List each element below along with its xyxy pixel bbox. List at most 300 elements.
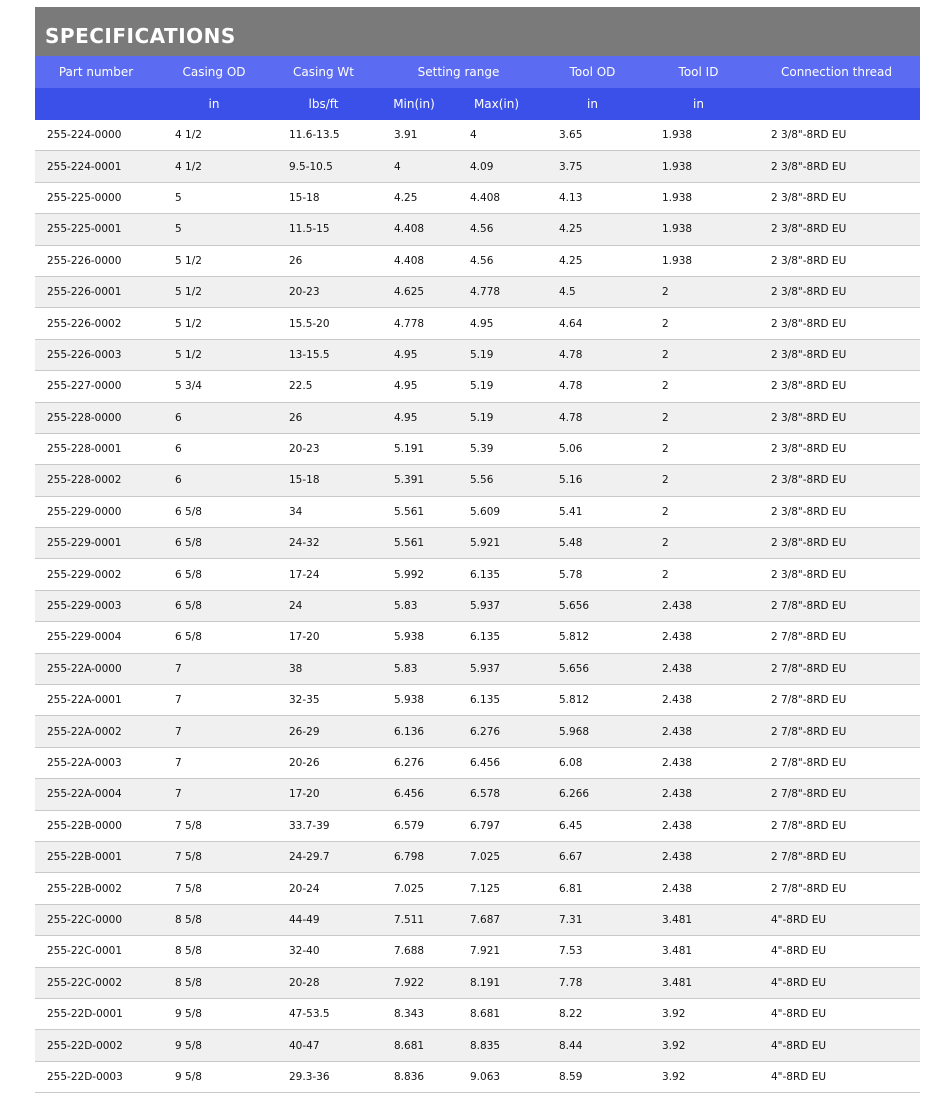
part-number-cell: 255-22C-0001 xyxy=(35,936,157,967)
connection-thread-cell: 2 3/8"-8RD EU xyxy=(753,214,920,245)
connection-thread-cell: 2 7/8"-8RD EU xyxy=(753,716,920,747)
tool-od-cell: 4.13 xyxy=(541,182,644,213)
setting-min-cell: 7.688 xyxy=(376,936,452,967)
setting-max-cell: 4.56 xyxy=(452,214,541,245)
setting-min-cell: 6.456 xyxy=(376,779,452,810)
table-row xyxy=(35,276,920,307)
casing-wt-cell: 22.5 xyxy=(271,371,376,402)
casing-wt-cell: 11.6-13.5 xyxy=(271,120,376,151)
setting-min-cell: 4.408 xyxy=(376,245,452,276)
tool-id-cell: 2.438 xyxy=(644,841,753,872)
table-row xyxy=(35,496,920,527)
setting-min-cell: 7.922 xyxy=(376,967,452,998)
setting-min-cell: 7.025 xyxy=(376,873,452,904)
setting-min-cell: 4.778 xyxy=(376,308,452,339)
tool-id-cell: 1.938 xyxy=(644,245,753,276)
casing-wt-cell: 44-49 xyxy=(271,904,376,935)
tool-od-cell: 5.06 xyxy=(541,433,644,464)
table-row xyxy=(35,1030,920,1061)
connection-thread-cell: 2 3/8"-8RD EU xyxy=(753,433,920,464)
part-number-cell: 255-229-0000 xyxy=(35,496,157,527)
casing-od-cell: 8 5/8 xyxy=(157,967,271,998)
casing-wt-cell: 20-23 xyxy=(271,433,376,464)
table-row xyxy=(35,747,920,778)
tool-id-cell: 2.438 xyxy=(644,716,753,747)
tool-od-cell: 7.53 xyxy=(541,936,644,967)
casing-wt-cell: 24-32 xyxy=(271,528,376,559)
tool-id-cell: 2 xyxy=(644,559,753,590)
connection-thread-cell: 2 7/8"-8RD EU xyxy=(753,590,920,621)
connection-thread-cell: 2 3/8"-8RD EU xyxy=(753,182,920,213)
connection-thread-cell: 2 3/8"-8RD EU xyxy=(753,151,920,182)
connection-thread-cell: 4"-8RD EU xyxy=(753,904,920,935)
table-row xyxy=(35,465,920,496)
setting-max-cell: 5.19 xyxy=(452,339,541,370)
setting-max-cell: 8.191 xyxy=(452,967,541,998)
tool-od-cell: 4.78 xyxy=(541,402,644,433)
header-connection-thread: Connection thread xyxy=(753,56,920,88)
setting-min-cell: 4.95 xyxy=(376,339,452,370)
casing-wt-cell: 15-18 xyxy=(271,465,376,496)
casing-wt-cell: 15-18 xyxy=(271,182,376,213)
setting-max-cell: 4.09 xyxy=(452,151,541,182)
setting-min-cell: 5.83 xyxy=(376,590,452,621)
subheader-setting-max: Max(in) xyxy=(452,88,541,120)
part-number-cell: 255-22C-0000 xyxy=(35,904,157,935)
tool-od-cell: 4.78 xyxy=(541,339,644,370)
casing-od-cell: 5 xyxy=(157,214,271,245)
tool-od-cell: 6.81 xyxy=(541,873,644,904)
connection-thread-cell: 2 3/8"-8RD EU xyxy=(753,371,920,402)
tool-id-cell: 3.92 xyxy=(644,1061,753,1092)
part-number-cell: 255-228-0002 xyxy=(35,465,157,496)
casing-wt-cell: 26 xyxy=(271,245,376,276)
part-number-cell: 255-225-0001 xyxy=(35,214,157,245)
setting-min-cell: 5.191 xyxy=(376,433,452,464)
header-tool-id: Tool ID xyxy=(644,56,753,88)
tool-id-cell: 2 xyxy=(644,371,753,402)
casing-od-cell: 7 5/8 xyxy=(157,810,271,841)
part-number-cell: 255-22D-0003 xyxy=(35,1061,157,1092)
setting-min-cell: 8.343 xyxy=(376,998,452,1029)
setting-max-cell: 4 xyxy=(452,120,541,151)
table-row xyxy=(35,151,920,182)
table-row xyxy=(35,967,920,998)
tool-id-cell: 3.92 xyxy=(644,1030,753,1061)
tool-id-cell: 2 xyxy=(644,465,753,496)
setting-min-cell: 7.511 xyxy=(376,904,452,935)
casing-wt-cell: 20-23 xyxy=(271,276,376,307)
casing-od-cell: 8 5/8 xyxy=(157,936,271,967)
setting-max-cell: 4.408 xyxy=(452,182,541,213)
casing-od-cell: 9 5/8 xyxy=(157,998,271,1029)
part-number-cell: 255-22C-0002 xyxy=(35,967,157,998)
header-casing-wt: Casing Wt xyxy=(271,56,376,88)
subheader-tool-od-unit: in xyxy=(541,88,644,120)
tool-od-cell: 5.812 xyxy=(541,685,644,716)
table-subheader-row xyxy=(35,88,920,120)
table-row xyxy=(35,371,920,402)
header-part-number: Part number xyxy=(35,56,157,88)
part-number-cell: 255-22A-0000 xyxy=(35,653,157,684)
casing-od-cell: 5 1/2 xyxy=(157,276,271,307)
tool-od-cell: 5.968 xyxy=(541,716,644,747)
casing-wt-cell: 32-40 xyxy=(271,936,376,967)
part-number-cell: 255-227-0000 xyxy=(35,371,157,402)
specifications-table xyxy=(35,56,920,1093)
connection-thread-cell: 4"-8RD EU xyxy=(753,1061,920,1092)
tool-od-cell: 6.266 xyxy=(541,779,644,810)
part-number-cell: 255-229-0004 xyxy=(35,622,157,653)
tool-od-cell: 4.25 xyxy=(541,245,644,276)
tool-id-cell: 3.481 xyxy=(644,904,753,935)
part-number-cell: 255-22A-0003 xyxy=(35,747,157,778)
tool-od-cell: 7.78 xyxy=(541,967,644,998)
tool-od-cell: 3.65 xyxy=(541,120,644,151)
tool-id-cell: 2.438 xyxy=(644,622,753,653)
tool-id-cell: 1.938 xyxy=(644,151,753,182)
header-casing-od: Casing OD xyxy=(157,56,271,88)
tool-od-cell: 5.16 xyxy=(541,465,644,496)
tool-id-cell: 2.438 xyxy=(644,653,753,684)
subheader-casing-wt-unit: lbs/ft xyxy=(271,88,376,120)
casing-od-cell: 9 5/8 xyxy=(157,1061,271,1092)
casing-od-cell: 7 xyxy=(157,747,271,778)
tool-id-cell: 2.438 xyxy=(644,779,753,810)
casing-od-cell: 4 1/2 xyxy=(157,120,271,151)
tool-id-cell: 2 xyxy=(644,308,753,339)
setting-max-cell: 7.921 xyxy=(452,936,541,967)
setting-min-cell: 5.992 xyxy=(376,559,452,590)
setting-max-cell: 7.687 xyxy=(452,904,541,935)
part-number-cell: 255-228-0001 xyxy=(35,433,157,464)
part-number-cell: 255-22D-0002 xyxy=(35,1030,157,1061)
casing-wt-cell: 20-26 xyxy=(271,747,376,778)
setting-max-cell: 6.135 xyxy=(452,685,541,716)
connection-thread-cell: 4"-8RD EU xyxy=(753,998,920,1029)
subheader-casing-od-unit: in xyxy=(157,88,271,120)
tool-id-cell: 2 xyxy=(644,276,753,307)
table-row xyxy=(35,904,920,935)
part-number-cell: 255-22B-0000 xyxy=(35,810,157,841)
casing-wt-cell: 34 xyxy=(271,496,376,527)
setting-max-cell: 9.063 xyxy=(452,1061,541,1092)
casing-wt-cell: 20-24 xyxy=(271,873,376,904)
subheader-connection-thread xyxy=(753,88,920,120)
casing-od-cell: 5 1/2 xyxy=(157,308,271,339)
connection-thread-cell: 4"-8RD EU xyxy=(753,1030,920,1061)
subheader-tool-id-unit: in xyxy=(644,88,753,120)
connection-thread-cell: 2 3/8"-8RD EU xyxy=(753,559,920,590)
connection-thread-cell: 2 3/8"-8RD EU xyxy=(753,245,920,276)
setting-max-cell: 5.39 xyxy=(452,433,541,464)
setting-max-cell: 5.937 xyxy=(452,653,541,684)
connection-thread-cell: 2 3/8"-8RD EU xyxy=(753,465,920,496)
casing-wt-cell: 40-47 xyxy=(271,1030,376,1061)
casing-od-cell: 7 xyxy=(157,716,271,747)
setting-min-cell: 5.938 xyxy=(376,622,452,653)
part-number-cell: 255-226-0002 xyxy=(35,308,157,339)
table-row xyxy=(35,214,920,245)
setting-min-cell: 8.836 xyxy=(376,1061,452,1092)
casing-od-cell: 6 5/8 xyxy=(157,528,271,559)
part-number-cell: 255-226-0000 xyxy=(35,245,157,276)
connection-thread-cell: 2 7/8"-8RD EU xyxy=(753,841,920,872)
casing-wt-cell: 13-15.5 xyxy=(271,339,376,370)
casing-wt-cell: 24 xyxy=(271,590,376,621)
setting-min-cell: 4.95 xyxy=(376,402,452,433)
casing-od-cell: 6 xyxy=(157,465,271,496)
tool-od-cell: 5.78 xyxy=(541,559,644,590)
connection-thread-cell: 2 3/8"-8RD EU xyxy=(753,339,920,370)
setting-min-cell: 4.625 xyxy=(376,276,452,307)
casing-od-cell: 8 5/8 xyxy=(157,904,271,935)
connection-thread-cell: 2 7/8"-8RD EU xyxy=(753,747,920,778)
casing-od-cell: 9 5/8 xyxy=(157,1030,271,1061)
setting-max-cell: 6.797 xyxy=(452,810,541,841)
casing-wt-cell: 29.3-36 xyxy=(271,1061,376,1092)
connection-thread-cell: 2 3/8"-8RD EU xyxy=(753,308,920,339)
tool-id-cell: 1.938 xyxy=(644,182,753,213)
tool-od-cell: 8.59 xyxy=(541,1061,644,1092)
table-row xyxy=(35,339,920,370)
part-number-cell: 255-224-0001 xyxy=(35,151,157,182)
tool-id-cell: 3.92 xyxy=(644,998,753,1029)
setting-min-cell: 4.25 xyxy=(376,182,452,213)
subheader-part-number xyxy=(35,88,157,120)
tool-id-cell: 2 xyxy=(644,496,753,527)
tool-od-cell: 5.812 xyxy=(541,622,644,653)
tool-od-cell: 8.44 xyxy=(541,1030,644,1061)
part-number-cell: 255-22D-0001 xyxy=(35,998,157,1029)
tool-od-cell: 8.22 xyxy=(541,998,644,1029)
tool-od-cell: 6.67 xyxy=(541,841,644,872)
connection-thread-cell: 2 3/8"-8RD EU xyxy=(753,528,920,559)
tool-id-cell: 3.481 xyxy=(644,967,753,998)
tool-od-cell: 4.64 xyxy=(541,308,644,339)
table-row xyxy=(35,120,920,151)
connection-thread-cell: 2 7/8"-8RD EU xyxy=(753,622,920,653)
casing-od-cell: 7 xyxy=(157,685,271,716)
casing-od-cell: 5 1/2 xyxy=(157,245,271,276)
tool-od-cell: 5.41 xyxy=(541,496,644,527)
tool-id-cell: 2.438 xyxy=(644,873,753,904)
title-bar xyxy=(35,7,920,56)
tool-id-cell: 2.438 xyxy=(644,685,753,716)
setting-max-cell: 6.135 xyxy=(452,622,541,653)
casing-wt-cell: 20-28 xyxy=(271,967,376,998)
casing-od-cell: 7 5/8 xyxy=(157,841,271,872)
tool-od-cell: 6.08 xyxy=(541,747,644,778)
casing-od-cell: 6 xyxy=(157,433,271,464)
setting-min-cell: 6.136 xyxy=(376,716,452,747)
table-row xyxy=(35,873,920,904)
table-row xyxy=(35,622,920,653)
casing-wt-cell: 17-20 xyxy=(271,779,376,810)
setting-min-cell: 5.561 xyxy=(376,496,452,527)
setting-min-cell: 4.408 xyxy=(376,214,452,245)
table-row xyxy=(35,716,920,747)
table-row xyxy=(35,308,920,339)
connection-thread-cell: 2 7/8"-8RD EU xyxy=(753,779,920,810)
part-number-cell: 255-229-0003 xyxy=(35,590,157,621)
setting-max-cell: 5.19 xyxy=(452,371,541,402)
table-row xyxy=(35,936,920,967)
part-number-cell: 255-22A-0001 xyxy=(35,685,157,716)
casing-wt-cell: 38 xyxy=(271,653,376,684)
subheader-setting-min: Min(in) xyxy=(376,88,452,120)
setting-min-cell: 3.91 xyxy=(376,120,452,151)
header-setting-range: Setting range xyxy=(376,56,541,88)
connection-thread-cell: 2 7/8"-8RD EU xyxy=(753,873,920,904)
casing-wt-cell: 24-29.7 xyxy=(271,841,376,872)
setting-max-cell: 4.95 xyxy=(452,308,541,339)
setting-min-cell: 5.938 xyxy=(376,685,452,716)
setting-max-cell: 6.578 xyxy=(452,779,541,810)
connection-thread-cell: 2 3/8"-8RD EU xyxy=(753,402,920,433)
setting-min-cell: 5.391 xyxy=(376,465,452,496)
part-number-cell: 255-226-0001 xyxy=(35,276,157,307)
connection-thread-cell: 2 3/8"-8RD EU xyxy=(753,496,920,527)
casing-wt-cell: 32-35 xyxy=(271,685,376,716)
connection-thread-cell: 4"-8RD EU xyxy=(753,967,920,998)
tool-od-cell: 5.48 xyxy=(541,528,644,559)
setting-min-cell: 8.681 xyxy=(376,1030,452,1061)
casing-od-cell: 6 5/8 xyxy=(157,590,271,621)
tool-id-cell: 2 xyxy=(644,402,753,433)
table-row xyxy=(35,779,920,810)
page-title: SPECIFICATIONS xyxy=(45,24,236,48)
tool-od-cell: 5.656 xyxy=(541,590,644,621)
tool-id-cell: 1.938 xyxy=(644,214,753,245)
tool-od-cell: 7.31 xyxy=(541,904,644,935)
connection-thread-cell: 2 3/8"-8RD EU xyxy=(753,276,920,307)
setting-min-cell: 5.83 xyxy=(376,653,452,684)
setting-max-cell: 7.125 xyxy=(452,873,541,904)
part-number-cell: 255-22A-0004 xyxy=(35,779,157,810)
setting-max-cell: 6.276 xyxy=(452,716,541,747)
casing-od-cell: 5 3/4 xyxy=(157,371,271,402)
tool-id-cell: 2 xyxy=(644,433,753,464)
part-number-cell: 255-22A-0002 xyxy=(35,716,157,747)
table-row xyxy=(35,245,920,276)
tool-id-cell: 2.438 xyxy=(644,747,753,778)
setting-max-cell: 4.56 xyxy=(452,245,541,276)
tool-od-cell: 4.25 xyxy=(541,214,644,245)
connection-thread-cell: 2 7/8"-8RD EU xyxy=(753,685,920,716)
setting-max-cell: 5.19 xyxy=(452,402,541,433)
casing-od-cell: 6 xyxy=(157,402,271,433)
tool-id-cell: 2.438 xyxy=(644,810,753,841)
table-body xyxy=(35,120,920,1093)
casing-od-cell: 5 1/2 xyxy=(157,339,271,370)
tool-id-cell: 2.438 xyxy=(644,590,753,621)
setting-max-cell: 5.609 xyxy=(452,496,541,527)
casing-wt-cell: 11.5-15 xyxy=(271,214,376,245)
table-row xyxy=(35,559,920,590)
casing-od-cell: 5 xyxy=(157,182,271,213)
casing-wt-cell: 26-29 xyxy=(271,716,376,747)
part-number-cell: 255-224-0000 xyxy=(35,120,157,151)
tool-od-cell: 6.45 xyxy=(541,810,644,841)
tool-id-cell: 1.938 xyxy=(644,120,753,151)
table-row xyxy=(35,433,920,464)
setting-min-cell: 6.798 xyxy=(376,841,452,872)
setting-min-cell: 6.579 xyxy=(376,810,452,841)
part-number-cell: 255-22B-0001 xyxy=(35,841,157,872)
table-row xyxy=(35,590,920,621)
casing-wt-cell: 9.5-10.5 xyxy=(271,151,376,182)
setting-max-cell: 8.681 xyxy=(452,998,541,1029)
tool-id-cell: 3.481 xyxy=(644,936,753,967)
setting-min-cell: 6.276 xyxy=(376,747,452,778)
table-row xyxy=(35,998,920,1029)
table-row xyxy=(35,1061,920,1092)
part-number-cell: 255-229-0001 xyxy=(35,528,157,559)
part-number-cell: 255-22B-0002 xyxy=(35,873,157,904)
tool-id-cell: 2 xyxy=(644,339,753,370)
casing-wt-cell: 15.5-20 xyxy=(271,308,376,339)
table-row xyxy=(35,528,920,559)
casing-wt-cell: 17-24 xyxy=(271,559,376,590)
table-row xyxy=(35,402,920,433)
casing-od-cell: 6 5/8 xyxy=(157,559,271,590)
tool-od-cell: 5.656 xyxy=(541,653,644,684)
table-row xyxy=(35,182,920,213)
setting-max-cell: 4.778 xyxy=(452,276,541,307)
setting-min-cell: 4 xyxy=(376,151,452,182)
connection-thread-cell: 2 7/8"-8RD EU xyxy=(753,810,920,841)
connection-thread-cell: 4"-8RD EU xyxy=(753,936,920,967)
casing-wt-cell: 26 xyxy=(271,402,376,433)
table-row xyxy=(35,841,920,872)
casing-od-cell: 4 1/2 xyxy=(157,151,271,182)
setting-max-cell: 6.456 xyxy=(452,747,541,778)
tool-id-cell: 2 xyxy=(644,528,753,559)
casing-od-cell: 7 5/8 xyxy=(157,873,271,904)
casing-od-cell: 7 xyxy=(157,779,271,810)
setting-max-cell: 5.56 xyxy=(452,465,541,496)
part-number-cell: 255-228-0000 xyxy=(35,402,157,433)
specifications-panel xyxy=(35,7,920,1093)
casing-od-cell: 6 5/8 xyxy=(157,496,271,527)
part-number-cell: 255-229-0002 xyxy=(35,559,157,590)
tool-od-cell: 3.75 xyxy=(541,151,644,182)
setting-max-cell: 8.835 xyxy=(452,1030,541,1061)
table-row xyxy=(35,685,920,716)
connection-thread-cell: 2 3/8"-8RD EU xyxy=(753,120,920,151)
table-row xyxy=(35,653,920,684)
casing-wt-cell: 17-20 xyxy=(271,622,376,653)
setting-max-cell: 7.025 xyxy=(452,841,541,872)
setting-max-cell: 5.921 xyxy=(452,528,541,559)
setting-max-cell: 6.135 xyxy=(452,559,541,590)
header-tool-od: Tool OD xyxy=(541,56,644,88)
tool-od-cell: 4.78 xyxy=(541,371,644,402)
table-row xyxy=(35,810,920,841)
part-number-cell: 255-226-0003 xyxy=(35,339,157,370)
table-header-row xyxy=(35,56,920,88)
setting-max-cell: 5.937 xyxy=(452,590,541,621)
setting-min-cell: 5.561 xyxy=(376,528,452,559)
tool-od-cell: 4.5 xyxy=(541,276,644,307)
setting-min-cell: 4.95 xyxy=(376,371,452,402)
connection-thread-cell: 2 7/8"-8RD EU xyxy=(753,653,920,684)
part-number-cell: 255-225-0000 xyxy=(35,182,157,213)
casing-od-cell: 6 5/8 xyxy=(157,622,271,653)
casing-od-cell: 7 xyxy=(157,653,271,684)
casing-wt-cell: 33.7-39 xyxy=(271,810,376,841)
